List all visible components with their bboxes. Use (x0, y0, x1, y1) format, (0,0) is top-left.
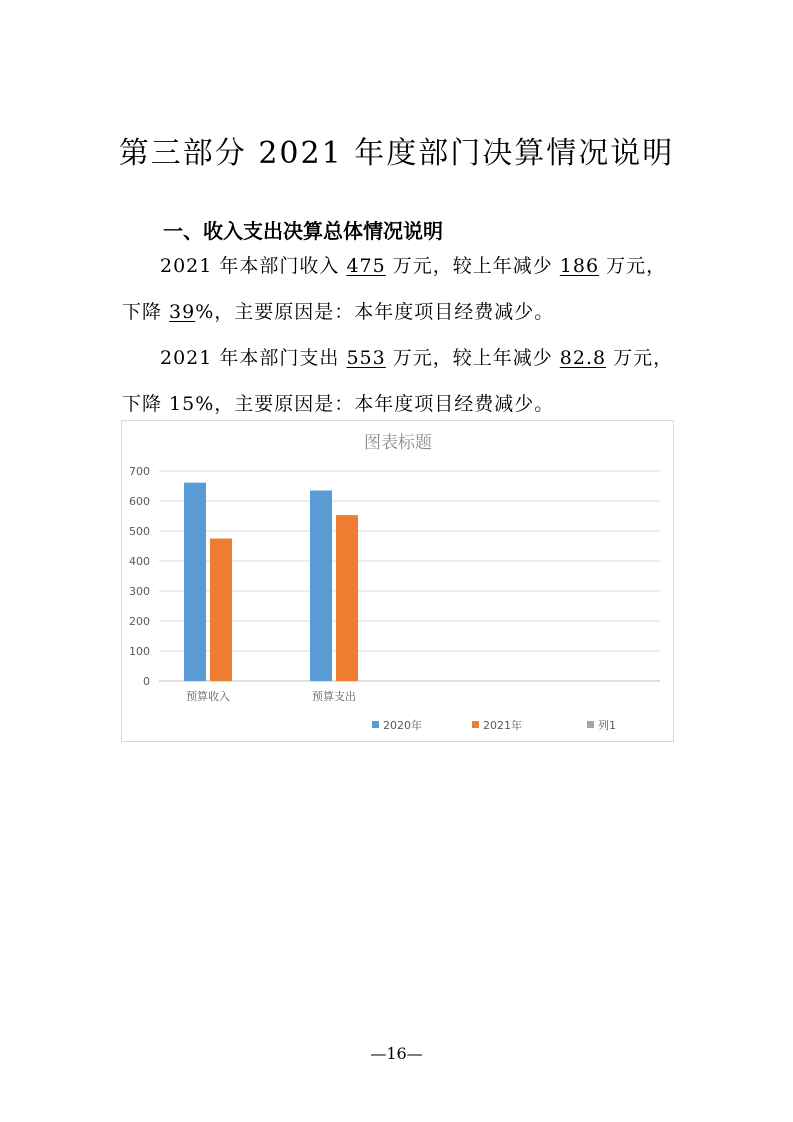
legend-swatch (472, 721, 479, 728)
income-text-b: 万元，较上年减少 (385, 255, 560, 277)
bar (184, 483, 206, 681)
y-tick-label: 200 (129, 615, 150, 628)
expense-paragraph (122, 335, 682, 427)
income-text-d: %，主要原因是：本年度项目经费减少。 (195, 301, 555, 323)
legend-label: 2021年 (483, 719, 522, 732)
income-text-a: 2021 年本部门收入 (160, 255, 347, 277)
bar (210, 539, 232, 682)
legend-swatch (587, 721, 594, 728)
x-category-label: 预算支出 (312, 690, 356, 703)
legend-swatch (372, 721, 379, 728)
bar (336, 515, 358, 681)
income-text-c: 万元，下降 (122, 255, 667, 323)
y-tick-label: 500 (129, 525, 150, 538)
expense-decrease-value: 82.8 (559, 347, 607, 369)
y-tick-label: 700 (129, 465, 150, 478)
budget-chart-svg (122, 421, 675, 743)
income-decrease-percent: 39 (169, 301, 196, 323)
y-tick-label: 100 (129, 645, 150, 658)
page-number: —16— (370, 1044, 423, 1063)
y-tick-label: 600 (129, 495, 150, 508)
legend-label: 列1 (598, 719, 616, 732)
bar (310, 491, 332, 682)
y-tick-label: 300 (129, 585, 150, 598)
income-paragraph (122, 243, 682, 335)
budget-chart (121, 420, 674, 742)
expense-text-b: 万元，较上年减少 (385, 347, 560, 369)
expense-value: 553 (346, 347, 386, 369)
expense-text-c: 万元，下降 15%，主要原因是：本年度项目经费减少。 (122, 347, 674, 415)
y-tick-label: 0 (143, 675, 150, 688)
chart-title: 图表标题 (364, 433, 432, 453)
legend-label: 2020年 (383, 719, 422, 732)
expense-text-a: 2021 年本部门支出 (160, 347, 347, 369)
page-title: 第三部分 2021 年度部门决算情况说明 (118, 136, 675, 171)
income-value: 475 (346, 255, 386, 277)
x-category-label: 预算收入 (186, 690, 230, 703)
section-heading-income-expense: 一、收入支出决算总体情况说明 (163, 219, 443, 243)
y-tick-label: 400 (129, 555, 150, 568)
income-decrease-value: 186 (559, 255, 600, 277)
